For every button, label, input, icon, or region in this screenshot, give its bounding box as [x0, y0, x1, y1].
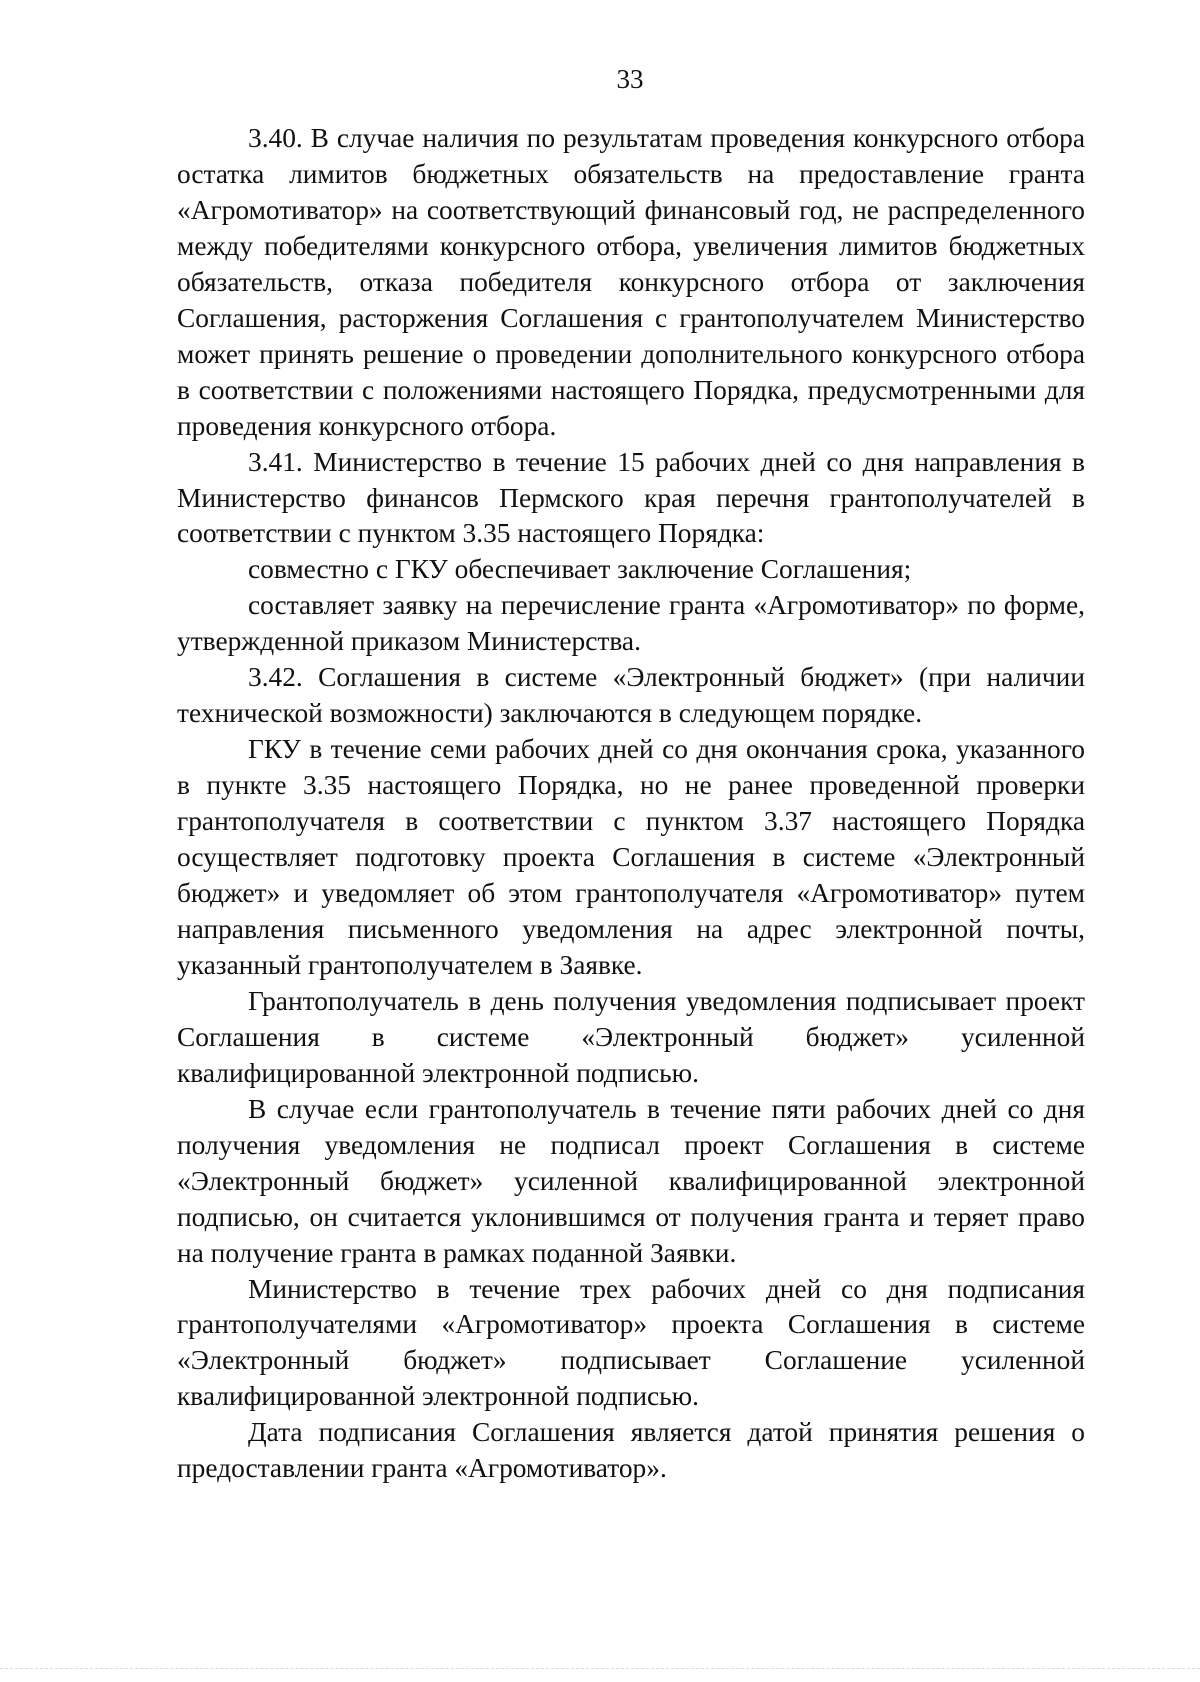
paragraph-3-41-item-1: совместно с ГКУ обеспечивает заключение Соглашения; [248, 554, 912, 585]
paragraph-3-42-ministry-signs: Министерство в течение трех рабочих дней со дня подписания грантополучателями «Агромотиватор» проекта Соглашения в системе «Электронный бюджет» подписывает Соглашение усиленной квалифицированной электронной подписью. [177, 1273, 1085, 1412]
page-number: 33 [616, 64, 644, 94]
paragraph-3-42-grantee-signs: Грантополучатель в день получения уведомления подписывает проект Соглашения в системе «Электронный бюджет» усиленной квалифицированной электронной подписью. [177, 985, 1085, 1088]
paragraph-3-41-item-2: составляет заявку на перечисление гранта «Агромотиватор» по форме, утвержденной приказом Министерства. [177, 590, 1085, 657]
paragraph-3-41: 3.41. Министерство в течение 15 рабочих дней со дня направления в Министерство финансов Пермского края перечня грантополучателей в соответствии с пунктом 3.35 настоящего Порядка: [177, 446, 1085, 549]
scan-bottom-edge [0, 1668, 1200, 1669]
document-body [177, 121, 1085, 1487]
paragraph-3-42-signing-date: Дата подписания Соглашения является датой принятия решения о предоставлении гранта «Агромотиватор». [177, 1417, 1085, 1484]
paragraph-3-42: 3.42. Соглашения в системе «Электронный бюджет» (при наличии технической возможности) заключаются в следующем порядке. [177, 662, 1085, 729]
paragraph-3-42-refusal: В случае если грантополучатель в течение пяти рабочих дней со дня получения уведомления не подписал проект Соглашения в системе «Электронный бюджет» усиленной квалифицированной электронной подписью, он считается уклонившимся от получения гранта и теряет право на получение гранта в рамках поданной Заявки. [177, 1093, 1085, 1268]
paragraph-3-40: 3.40. В случае наличия по результатам проведения конкурсного отбора остатка лимитов бюджетных обязательств на предоставление гранта «Агромотиватор» на соответствующий финансовый год, не распределенного между победителями конкурсного отбора, увеличения лимитов бюджетных обязательств, отказа победителя конкурсного отбора от заключения Соглашения, расторжения Соглашения с грантополучателем Министерство может принять решение о проведении дополнительного конкурсного отбора в соответствии с положениями настоящего Порядка, предусмотренными для проведения конкурсного отбора. [177, 123, 1085, 441]
paragraph-3-42-gku: ГКУ в течение семи рабочих дней со дня окончания срока, указанного в пункте 3.35 настоящего Порядка, но не ранее проведенной проверки грантополучателя в соответствии с пунктом 3.37 настоящего Порядка осуществляет подготовку проекта Соглашения в системе «Электронный бюджет» и уведомляет об этом грантополучателя «Агромотиватор» путем направления письменного уведомления на адрес электронной почты, указанный грантополучателем в Заявке. [177, 734, 1085, 980]
